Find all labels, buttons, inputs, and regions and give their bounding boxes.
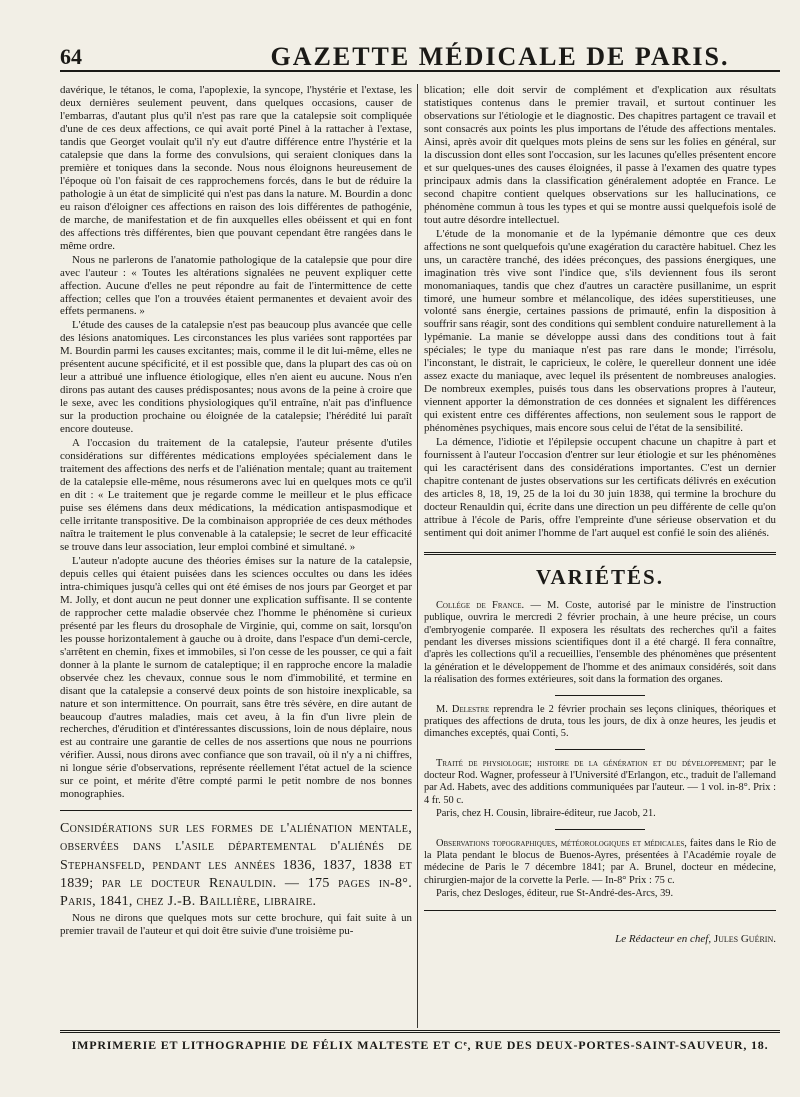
editor-signature [424,933,776,946]
article-paragraph: Nous ne parlerons de l'anatomie pathologique de la catalepsie que pour dire avec l'auteur : « Toutes les altérations signalées ne peuvent expliquer cette affection. Aucune d'elles ne peut répondre au fait de l'intermittence de cette affection; celles que l'on a trouvées étaient permanentes et devaient avoir des effets permanens. » [60,253,412,318]
notice-divider [424,910,776,911]
signature-label: Le Rédacteur en chef, [615,933,712,946]
masthead-title: GAZETTE MÉDICALE DE PARIS. [270,42,730,71]
notice-item [424,704,776,741]
article-paragraph: L'étude de la monomanie et de la lypémanie démontre que ces deux affections ne sont quelquefois qu'une exagération du caractère habituel. Chez les uns, un caractère tranché, des idées préconçues, des passions énergiques, une imagination très vive sont l'indice que, s'ils deviennent fous ils seront monomaniaques, tandis que chez d'autres un caractère pusillanime, un esprit timoré, une humeur sombre et mélancolique, des idées superstitieuses, une volonté sans énergie, certaines passions de primauté, enfin la disposition à souffrir sans réagir, sont des conditions qui semblent conduire naturellement à la lypémanie. La manie se développe aussi dans des conditions tout à fait spéciales; le type du maniaque n'est pas rare dans le monde; l'irrésolu, l'inconstant, le distrait, le capricieux, le colère, le querelleur donnent une idée assez exacte du maniaque, avec lequel ils présentent de nombreuses analogies. De nombreux exemples, puisés tous dans les observations propres à l'auteur, viennent apporter la démonstration de ces données et signalent les différences qui existent entre ces différentes affections, non seulement sous le rapport de phénomènes psychiques, mais encore sous celui de l'état de la sensibilité. [424,227,776,435]
article-paragraph: A l'occasion du traitement de la catalepsie, l'auteur présente d'utiles considérations sur différentes médications employées spécialement dans le traitement des affections des nerfs et de l'aliénation mentale; quant au traitement de la catalepsie elle-même, nous résumerons avec lui en quelques mots ce qu'il en dit : « Le traitement que je regarde comme le meilleur et le plus efficace puise ses élémens dans deux médications, la médication antispasmodique et celle irritante transpositive. De la combinaison appropriée de ces deux méthodes naîtra le traitement le plus convenable à la catalepsie; le secret de leur efficacité se trouve dans leur association, leur emploi combiné et simultané. » [60,437,412,553]
section-divider [424,552,776,555]
footer-rule [60,1030,780,1033]
notice-divider [555,749,645,750]
notice-text: par le docteur Rod. Wagner, professeur à l'Université d'Erlangon, etc., traduit de l'allemand par Ad. Habets, avec des additions communiquées par l'auteur. — 1 vol. in-8°. Prix : 4 fr. 50 c. [424,757,776,806]
column-divider [417,84,418,1028]
notice-name: Collége de France. [436,599,525,611]
signature-name: Jules Guérin. [713,933,776,946]
article-paragraph: L'auteur n'adopte aucune des théories émises sur la nature de la catalepsie, depuis celles qui étaient puisées dans les sciences occultes ou dans les idées intra-chimiques jusqu'à celles qui ont été émises de nos jours par Georget et par M. Jolly, et dont aucun ne peut donner une explication suffisante. Il se contente de rapprocher cette maladie observée chez l'homme le phénomène si curieux présenté par les fleurs du drosophale de Virginie, qui, comme on sait, lorsqu'on les pousse horizontalement à gauche ou à droite, dans l'espace d'un demi-cercle, s'arrêtent en chemin, fixes et immobiles, si l'on cesse de les pousser, ce qui a fait donner à la plante le surnom de cataleptique; il en rapproche encore la maladie observée chez les chevaux, connue sous le nom d'immobilité, et termine en disant que la catalepsie a conservé deux points de son histoire inexplicable, sa nature et son intermittence. On pourrait, sans être très sévère, en dire autant de beaucoup d'autres maladies, mais cet aveu, à la fin d'un livre plein de recherches, d'érudition et d'intéressantes discussions, loin de nous déplaire, nous est au contraire une garantie de celles de nos assertions que nous ne pourrions vérifier. Aussi, nous dirons avec confiance que son travail, où il n'y a ni chiffres, ni longue série d'observations, représente réellement l'état actuel de la science sur ce point, et mérite d'être compté parmi le petit nombre de nos bonnes monographies. [60,554,412,801]
notice-name: Traité de physiologie; histoire de la génération et du développement; [436,757,745,769]
notice-name: Observations topographiques, météorologiques et médicales, [436,837,687,849]
article-paragraph: Nous ne dirons que quelques mots sur cette brochure, qui fait suite à un premier travail de l'auteur et qui doit être suivie d'une troisième pu- [60,912,412,938]
notice-text: — M. Coste, autorisé par le ministre de l'instruction publique, ouvrira le mercredi 2 février prochain, à une heure précise, un cours d'embryogenie comparée. Il exposera les résultats des recherches qu'il a faites pendant les diverses missions scientifiques dont il a été chargé. Il fera connaître, d'après les collections qu'il a recueillies, l'ensemble des phénomènes que présentent la génération et le développement de l'homme et des animaux considérés, soit dans la réalisation des formes extérieures, soit dans la formation des organes. [424,599,776,686]
article-paragraph: davérique, le tétanos, le coma, l'apoplexie, la syncope, l'hystérie et l'extase, les deux dernières seulement peuvent, dans quelques occasions, causer de l'embarras, d'autant plus qu'il n'est pas rare que la catalepsie soit compliquée d'une de ces deux affections, ce qui avait porté Pinel à la rattacher à l'extase, tandis que Georget voulait qu'il n'y eut d'autre différence entre l'hystérie et la catalepsie que dans la forme des convulsions, qui seraient cloniques dans la première et toniques dans la seconde. Nous nous éloignons heureusement de l'époque où l'on faisait de ces rapprochemens forcés, dans le but de réduire la pathologie à un état de simplicité qui n'est pas dans la nature. M. Bourdin a donc eu raison d'éloigner ces affections en raison des lois différentes de pathogénie, de marche, de manifestation et de fin auxquelles elles obéissent et qui en font des affections très différentes, bien que pouvant cependant être rangées dans le même ordre. [60,84,412,252]
page-number: 64 [60,44,82,69]
article-paragraph: La démence, l'idiotie et l'épilepsie occupent chacune un chapitre à part et fournissent à l'auteur l'occasion d'entrer sur leur étiologie et sur les phénomènes qui les caractérisent dans des considérations importantes. C'est un dernier chapitre contenant de justes observations sur les certificats délivrés en exécution des articles 8, 18, 19, 25 de la loi du 30 juin 1838, qui termine la brochure du docteur Renauldin qui, écrite dans une direction un peu différente de celle qu'on attribue à l'école de Paris, offre l'empreinte d'une sérieuse observation et du sentiment qui doit animer l'homme de l'art auquel est confié le soin des aliénés. [424,436,776,539]
notice-item [424,838,776,888]
notice-publisher: Paris, chez Desloges, éditeur, rue St-André-des-Arcs, 39. [436,888,674,900]
notice-publisher: Paris, chez H. Cousin, libraire-éditeur, rue Jacob, 21. [436,808,656,820]
notice-item [424,600,776,687]
right-column [424,84,776,1030]
review-title: Considérations sur les formes de l'aliénation mentale, observées dans l'asile départemental d'aliénés de Stephansfeld, pendant les années 1836, 1837, 1838 et 1839; par le docteur Renauldin. — 175 pages in-8°. Paris, 1841, chez J.-B. Baillière, libraire. [60,821,412,910]
section-heading: VARIÉTÉS. [536,564,664,589]
notice-name: M. Delestre [436,703,490,715]
notice-divider [555,695,645,696]
page-header [60,42,780,72]
section-divider [60,810,412,811]
left-column [60,84,412,1030]
article-paragraph: blication; elle doit servir de complément et d'explication aux résultats statistiques contenus dans le premier travail, et surtout continuer les observations sur l'étiologie et le diagnostic. Des chapitres partagent ce travail et sont consacrés aux points les plus importans de l'étude des affections mentales. Ainsi, après avoir dit quelques mots pleins de sens sur les folies en général, sur la discussion dont elles sont l'occasion, sur les lacunes qu'elles présentent encore et sur quelques-unes des causes éloignées, il passe à l'examen des quatre types principaux admis dans la classification généralement adoptée en France. Le second chapitre contient quelques observations sur les hallucinations, ce phénomène commun à tous les types et qui se montre aussi quelquefois isolé de tout autre désordre intellectuel. [424,84,776,226]
article-paragraph: L'étude des causes de la catalepsie n'est pas beaucoup plus avancée que celle des lésions anatomiques. Les circonstances les plus variées sont rapportées par M. Bourdin parmi les causes excitantes; mais, comme il le dit lui-même, elles ne présentent aucune spécificité, et il est possible que, dans la plupart des cas où on leur a attribué une influence étiologique, elles n'en aient eu aucune. Nous n'en dirons pas autant des causes prédisposantes; nous avons de la peine à croire que le sexe, avec les conditions physiologiques qu'il entraîne, n'ait pas d'influence sur la production prochaine ou éloignée de la catalepsie; l'hérédité lui paraît encore douteuse. [60,319,412,436]
notice-text: reprendra le 2 février prochain ses leçons cliniques, théoriques et pratiques des affections de druta, tous les jours, de dix à onze heures, les jeudis et dimanches exceptés, quai Conti, 5. [424,703,776,740]
notice-item [424,758,776,808]
printer-imprint: IMPRIMERIE ET LITHOGRAPHIE DE FÉLIX MALTESTE ET Cᵉ, RUE DES DEUX-PORTES-SAINT-SAUVEUR, 18. [71,1038,769,1052]
notice-text: faites dans le Rio de la Plata pendant le blocus de Buenos-Ayres, présentées à l'Académie royale de médecine de Paris le 7 décembre 1841; par A. Brunel, docteur en médecine, chirurgien-major de la corvette la Perle. — In-8° Prix : 75 c. [424,837,776,886]
notice-divider [555,829,645,830]
